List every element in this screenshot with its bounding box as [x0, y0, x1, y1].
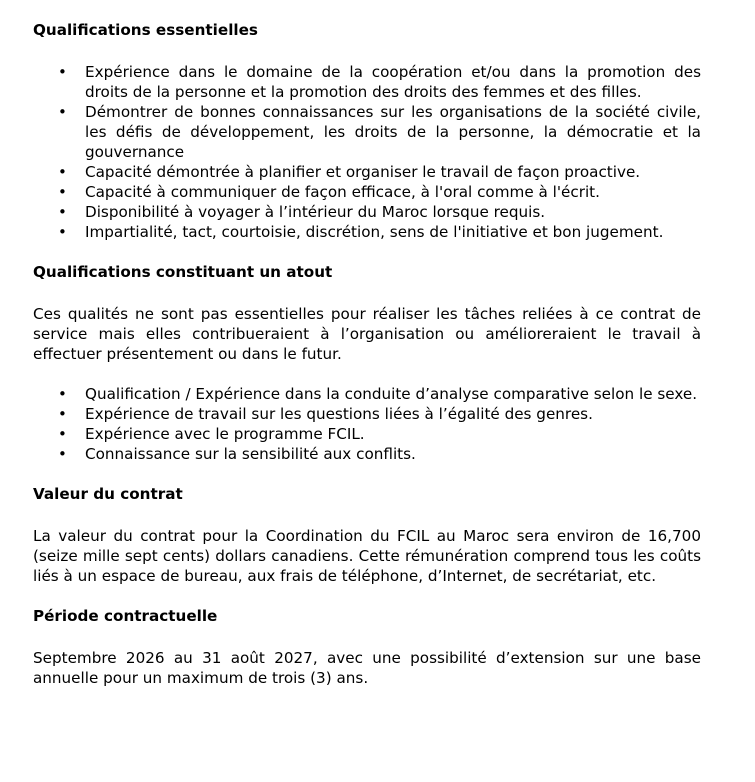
- asset-qualifications-list: [33, 384, 701, 464]
- contract-period-heading: Période contractuelle: [33, 607, 218, 625]
- contract-value-text: La valeur du contrat pour la Coordination du FCIL au Maroc sera environ de 16,700 (seize mille sept cents) dollars canadiens. Cette rémunération comprend tous les coûts liés à un espace de bureau, aux frais de téléphone, d’Internet, de secrétariat, etc.: [33, 527, 701, 585]
- bullet-icon: •: [58, 385, 67, 403]
- contract-period-text: Septembre 2026 au 31 août 2027, avec une possibilité d’extension sur une base annuelle pour un maximum de trois (3) ans.: [33, 649, 701, 687]
- list-item: [33, 202, 701, 222]
- list-item: [33, 222, 701, 242]
- bullet-icon: •: [58, 425, 67, 443]
- list-item-text: Expérience de travail sur les questions liées à l’égalité des genres.: [85, 405, 593, 423]
- list-item-text: Démontrer de bonnes connaissances sur les organisations de la société civile, les défis de développement, les droits de la personne, la démocratie et la gouvernance: [85, 103, 701, 161]
- bullet-icon: •: [58, 223, 67, 241]
- list-item-text: Capacité démontrée à planifier et organiser le travail de façon proactive.: [85, 163, 641, 181]
- asset-qualifications-intro: Ces qualités ne sont pas essentielles pour réaliser les tâches reliées à ce contrat de service mais elles contribueraient à l’organisation ou amélioreraient le travail à effectuer présentement ou dans le futur.: [33, 305, 701, 363]
- list-item-text: Impartialité, tact, courtoisie, discrétion, sens de l'initiative et bon jugement.: [85, 223, 664, 241]
- bullet-icon: •: [58, 203, 67, 221]
- essential-qualifications-list: [33, 62, 701, 242]
- bullet-icon: •: [58, 445, 67, 463]
- list-item: [33, 424, 701, 444]
- asset-qualifications-heading: Qualifications constituant un atout: [33, 263, 333, 281]
- bullet-icon: •: [58, 183, 67, 201]
- list-item: [33, 102, 701, 162]
- list-item: [33, 384, 701, 404]
- contract-value-heading: Valeur du contrat: [33, 485, 183, 503]
- list-item: [33, 182, 701, 202]
- essential-qualifications-heading: Qualifications essentielles: [33, 21, 258, 39]
- list-item: [33, 404, 701, 424]
- bullet-icon: •: [58, 163, 67, 181]
- list-item-text: Qualification / Expérience dans la conduite d’analyse comparative selon le sexe.: [85, 385, 698, 403]
- bullet-icon: •: [58, 405, 67, 423]
- list-item: [33, 444, 701, 464]
- list-item: [33, 162, 701, 182]
- list-item-text: Disponibilité à voyager à l’intérieur du Maroc lorsque requis.: [85, 203, 546, 221]
- list-item-text: Expérience avec le programme FCIL.: [85, 425, 365, 443]
- bullet-icon: •: [58, 103, 67, 121]
- bullet-icon: •: [58, 63, 67, 81]
- list-item-text: Capacité à communiquer de façon efficace, à l'oral comme à l'écrit.: [85, 183, 600, 201]
- list-item-text: Expérience dans le domaine de la coopération et/ou dans la promotion des droits de la personne et la promotion des droits des femmes et des filles.: [85, 63, 701, 101]
- list-item-text: Connaissance sur la sensibilité aux conflits.: [85, 445, 416, 463]
- list-item: [33, 62, 701, 102]
